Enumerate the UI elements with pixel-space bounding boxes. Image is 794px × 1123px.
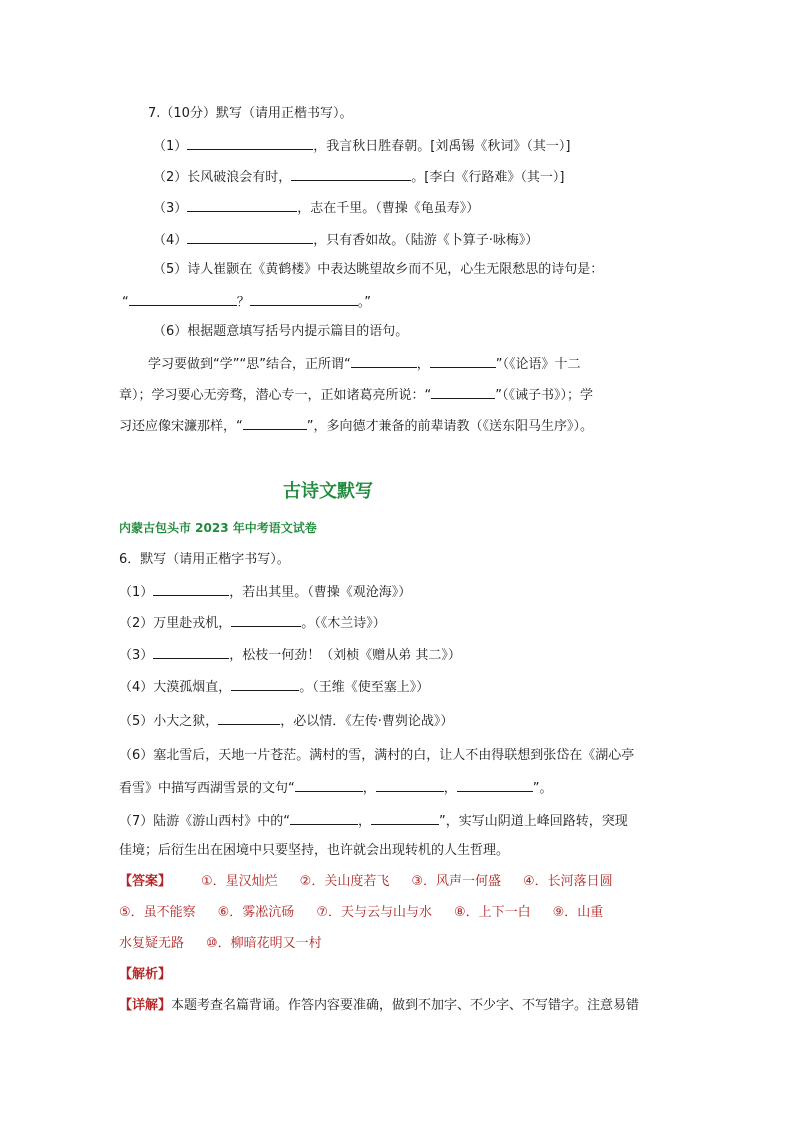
answer-row-3: 水复疑无路 ⑩．柳暗花明又一村 [119,936,322,951]
q7-item-5: （5）诗人崔颢在《黄鹤楼》中表达眺望故乡而不见，心生无限愁思的诗句是： [153,262,604,277]
q6-item-6-line-2: 看雪》中描写西湖雪景的文句“ ， ， ”。 [119,777,553,799]
q6-item-2: （2）万里赴戎机， 。（《木兰诗》） [119,612,386,634]
answer-blank[interactable] [290,810,358,825]
answer-blank[interactable] [457,777,533,792]
answer-blank[interactable] [295,777,363,792]
answer-blank[interactable] [376,777,444,792]
q7-para-line-2: 章）；学习要心无旁骛，潜心专一，正如诸葛亮所说：“ ”（《诫子书》）；学 [119,384,593,406]
answer-blank[interactable] [231,612,301,627]
answer-blank[interactable] [371,810,439,825]
answer-blank[interactable] [187,197,297,212]
answer-row-1: 【答案】 ①．星汉灿烂 ②．关山度若飞 ③．风声一何盛 ④．长河落日圆 [119,874,613,889]
answer-label: 【答案】 [119,874,172,889]
analysis-detail: 【详解】本题考查名篇背诵。作答内容要准确，做到不加字、不少字、不写错字。注意易错 [119,998,640,1013]
analysis-label: 【解析】 [119,967,172,982]
answer-row-2: ⑤．虽不能察 ⑥．雾凇沆砀 ⑦．天与云与山与水 ⑧．上下一白 ⑨．山重 [119,905,604,920]
q7-title: 7.（10分）默写（请用正楷书写）。 [148,106,353,121]
q6-item-3: （3） ，松枝一何劲！（刘桢《赠从弟 其二》） [119,644,461,666]
q6-title: 6．默写（请用正楷字书写）。 [119,552,290,567]
q7-item-3: （3） ，志在千里。（曹操《龟虽寿》） [153,197,479,219]
answer-blank[interactable] [250,291,358,306]
q7-item-1: （1） ，我言秋日胜春朝。[刘禹锡《秋词》（其一）] [153,135,570,157]
q7-item-2: （2）长风破浪会有时， 。[李白《行路难》（其一）] [153,166,564,188]
answer-blank[interactable] [231,676,299,691]
q6-item-7-line-2: 佳境；后衍生出在困境中只要坚持，也许就会出现转机的人生哲理。 [119,843,510,858]
q7-para-line-3: 习还应像宋濂那样，“ ”，多向德才兼备的前辈请教（《送东阳马生序》）。 [119,415,593,437]
q7-para-line-1: 学习要做到“学”“思”结合，正所谓“ ， ”（《论语》十二 [148,353,580,375]
q6-item-7-line-1: （7）陆游《游山西村》中的“ ， ”，实写山阴道上峰回路转，突现 [119,810,628,832]
q6-item-1: （1） ，若出其里。（曹操《观沧海》） [119,581,411,603]
q6-item-5: （5）小大之狱， ，必以情．《左传·曹刿论战》） [119,710,453,732]
answer-blank[interactable] [187,229,313,244]
answer-blank[interactable] [431,384,495,399]
q7-item-4: （4） ，只有香如故。（陆游《卜算子·咏梅》） [153,229,538,251]
q6-item-6-line-1: （6）塞北雪后，天地一片苍茫。满村的雪，满村的白，让人不由得联想到张岱在《湖心亭 [119,748,635,763]
answer-blank[interactable] [218,710,280,725]
q7-item-6: （6）根据题意填写括号内提示篇目的语句。 [153,324,409,339]
answer-blank[interactable] [187,135,313,150]
answer-blank[interactable] [243,415,307,430]
exam-source: 内蒙古包头市 2023 年中考语文试卷 [119,521,317,535]
q7-item-5-answer: “ ？ 。” [122,291,371,313]
answer-blank[interactable] [351,353,417,368]
answer-blank[interactable] [153,644,229,659]
section-title: 古诗文默写 [283,481,373,502]
answer-blank[interactable] [430,353,496,368]
answer-blank[interactable] [291,166,411,181]
q6-item-4: （4）大漠孤烟直， 。（王维《使至塞上》） [119,676,429,698]
answer-blank[interactable] [129,291,237,306]
answer-blank[interactable] [153,581,229,596]
